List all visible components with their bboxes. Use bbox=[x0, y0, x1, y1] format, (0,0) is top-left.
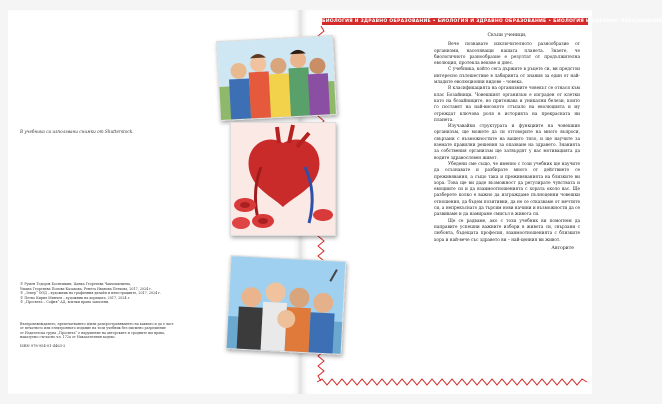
letter-paragraph: С учебника, който сега държите в ръцете си, ви предстои интересно пътешествие в лабиринта от знания за един от най-младите еволюционни видове – човека. bbox=[434, 67, 580, 86]
letter-greeting: Скъпи ученици, bbox=[487, 33, 527, 38]
letter-paragraph: Изучавайки структурата и функциите на човешкия организъм, ще можете да си отговорите на много въпроси, свързани с възможностите на вашето тяло, и ще научите за вземате правилни решения за опазване на здравето. Знанията за собствения организъм ще затвърдят у вас мотивацията да водите здравословен живот. bbox=[434, 124, 580, 161]
copyright-line: Ушана Георгиева Попова-Казакова, Ренета Иванова Петкова, 2017, 2024 г. bbox=[20, 286, 153, 291]
letter-paragraph: В класификацията на организмите човекът се отнася към клас Бозайници. Човешкият организъм е изграден от клетки като на бозайниците, но притежава и уникални белези, които го поставят на най-високото стъпало на еволюцията и му отреждат ключова роля в историята на прекрасната ни планета. bbox=[434, 86, 580, 123]
friends-selfie-photo bbox=[226, 255, 347, 355]
copyright-line: © „Просвета – София“ АД, всички права запазени. bbox=[20, 300, 110, 305]
photo-credit: В учебника са използвани снимки от Shutterstock. bbox=[20, 129, 134, 134]
legal-line: Възпроизвеждането, препечатването и/или разпространяването на каквато и да е част bbox=[20, 322, 174, 326]
letter-paragraph: Вече познавате изключителното разнообразие от организми, населяващи нашата планета. Знаете, че биологичното разнообразие е резултат от продължителна еволюция, протекла векове и днес. bbox=[434, 42, 580, 67]
legal-notice bbox=[20, 322, 190, 340]
isbn-number: ISBN 978-954-01-4463-2 bbox=[20, 344, 66, 348]
subject-banner: БИОЛОГИЯ И ЗДРАВНО ОБРАЗОВАНИЕ • БИОЛОГИЯ И ЗДРАВНО ОБРАЗОВАНИЕ • БИОЛОГИЯ И ЗДРАВНО ОБРАЗОВАНИЕ bbox=[322, 19, 662, 24]
copyright-line: © Петко Кирил Минчев – художник на корицата, 2017, 2024 г. bbox=[20, 295, 131, 300]
copyright-line: © Румен Тодоров Боснешкин, Цанка Георгиева Чакъмакчиева, bbox=[20, 282, 132, 286]
zigzag-border-bottom bbox=[317, 378, 587, 386]
copyright-block bbox=[20, 282, 190, 305]
legal-line: наказуемо съгласно чл. 172а от Наказателния кодекс. bbox=[20, 335, 116, 340]
letter-paragraph: Ще се радваме, ако с този учебник ви помогнем да направите успешни важните избори в живота си, свързани с любовта, бъдещата професия, взаимоотношенията с близките хора и най-вече със здравето ви – най-ценния ви живот. bbox=[434, 218, 580, 243]
letter-signature: Авторите bbox=[551, 245, 574, 251]
preface-letter bbox=[434, 33, 580, 252]
heart-bloodcells-image bbox=[230, 122, 336, 236]
teenagers-group-photo bbox=[216, 35, 337, 121]
legal-line: от Издателска група „Просвета“ е нарушение на авторските и сродните им права, bbox=[20, 330, 166, 335]
legal-line: от печатното или електронното издание на този учебник без писмено разрешение bbox=[20, 326, 166, 331]
letter-paragraph: Убедени сме също, че именно с този учебник ще научите да осъзнавате и разбирате много от действието се преживявания, а също така и преживяванията на близките ви хора. Това ще ви даде възможност да регулирате чувствата и емоциите си и да взаимоотношенията с хората около вас. Ще разберете колко е важно да изграждаме пълноценни човешки отношения, да бъдем позитивни, да не се отказваме от мечтите си, а непрекъснато да търсим нови начини и възможности да се развиваме и да намираме смисъл в живота си. bbox=[434, 161, 580, 218]
copyright-line: © „Зевер“ ООД – художник на графичния дизайн и илюстрациите, 2017, 2024 г. bbox=[20, 291, 162, 296]
